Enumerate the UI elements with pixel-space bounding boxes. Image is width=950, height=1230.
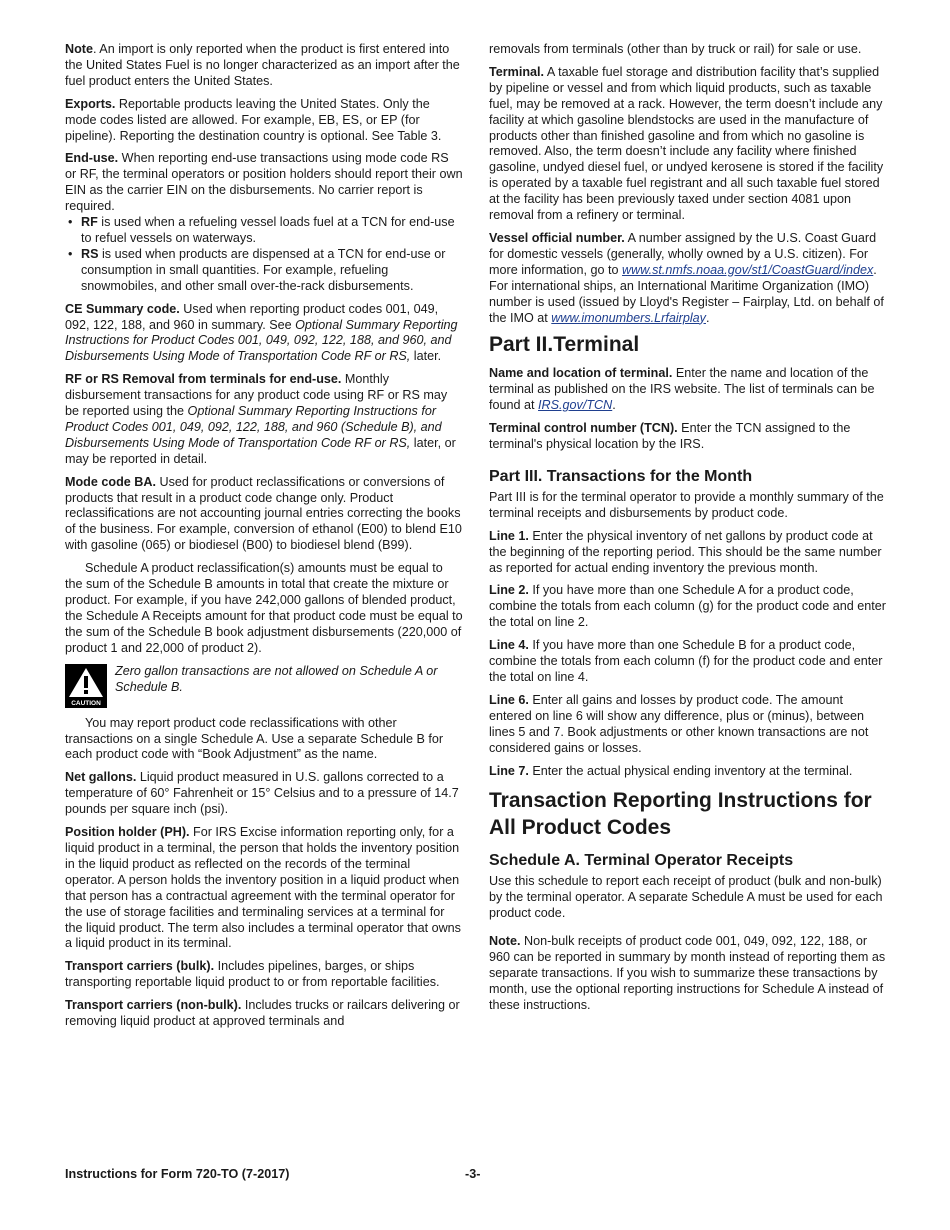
vessel-number-paragraph: Vessel official number. A number assigned by the U.S. Coast Guard for domestic vessels (generally, wholly owned by a U.S. citizen). For more information, go to www.st.nmfs.noaa.gov/st1/CoastGuard/index. For international ships, an International Maritime Organization (IMO) number is used (issued by Lloyd's Register – Fairplay, Ltd. on behalf of the IMO at www.imonumbers.Lrfairplay.: [489, 230, 884, 325]
noaa-link[interactable]: www.st.nmfs.noaa.gov/st1/CoastGuard/index: [622, 262, 874, 277]
right-column: [489, 42, 887, 1021]
end-use-paragraph: End-use. When reporting end-use transactions using mode code RS or RF, the terminal operators or position holders should report their own EIN as the carrier EIN on the disbursements. No carrier report is required.: [65, 151, 463, 214]
line-6-paragraph: Line 6. Enter all gains and losses by product code. The amount entered on line 6 will show any difference, plus or (minus), between lines 5 and 7. Book adjustments or other known transactions are not considered gains or losses.: [489, 692, 869, 755]
note-nonbulk-paragraph: Note. Non-bulk receipts of product code 001, 049, 092, 122, 188, or 960 can be reported in summary by month instead of reporting them as separate transactions. If you wish to summarize these transactions by month, use the optional reporting instructions for Schedule A instead of these instructions.: [489, 934, 886, 1012]
continuation-paragraph: removals from terminals (other than by truck or rail) for sale or use.: [489, 42, 862, 56]
end-use-bullets: [65, 215, 463, 295]
part-ii-heading: Part II.Terminal: [489, 333, 640, 357]
tcn-paragraph: Terminal control number (TCN). Enter the TCN assigned to the terminal's physical location by the IRS.: [489, 421, 851, 452]
note-import-paragraph: Note. An import is only reported when the product is first entered into the United States Fuel is no longer characterized as an import after the fuel product enters the United States.: [65, 42, 460, 88]
part-iii-intro: Part III is for the terminal operator to provide a monthly summary of the terminal receipts and disbursements by product code.: [489, 489, 884, 520]
line-4-paragraph: Line 4. If you have more than one Schedule B for a product code, combine the totals from each column (f) for the product code and enter the total on line 4.: [489, 638, 883, 684]
transaction-reporting-heading: Transaction Reporting Instructions for All Product Codes: [489, 789, 872, 840]
name-location-paragraph: Name and location of terminal. Enter the name and location of the terminal as published on the IRS website. The list of terminals can be found at IRS.gov/TCN.: [489, 366, 875, 413]
part-iii-heading: Part III. Transactions for the Month: [489, 467, 753, 485]
line-1-paragraph: Line 1. Enter the physical inventory of net gallons by product code at the beginning of the reporting period. This should be the same number as reported for actual ending inventory the previous month.: [489, 528, 882, 575]
line-2-paragraph: Line 2. If you have more than one Schedule A for a product code, combine the totals from each column (g) for the product code and enter the total on line 2.: [489, 583, 886, 630]
schedule-a-reclass-paragraph: Schedule A product reclassification(s) amounts must be equal to the sum of the Schedule B amounts in total that create the mixture or product. For example, if you have 242,000 gallons of blended product, the Schedule A Receipts amount for that product code must be equal to the sum of the Schedule B book adjustment disbursements (220,000 of product 1 and 22,000 of product 2).: [65, 561, 463, 655]
imonumbers-link[interactable]: www.imonumbers.Lrfairplay: [551, 310, 706, 325]
position-holder-paragraph: Position holder (PH). For IRS Excise information reporting only, for a liquid product in a terminal, the person that holds the inventory position in the liquid product as reflected on the records of the terminal operator. A person holds the inventory position in a liquid product when that person has a contractual agreement with the terminal operator for the use of storage facilities and terminaling services at a terminal for the liquid product. The term also includes a terminal operator that owns a liquid product in its terminal.: [65, 825, 461, 951]
exports-paragraph: Exports. Reportable products leaving the United States. Only the mode codes listed are allowed. For example, EB, ES, or EP (for pipeline). Reporting the destination country is optional. See Table 3.: [65, 96, 442, 143]
mode-code-ba-paragraph: Mode code BA. Used for product reclassifications or conversions of products that result in a product code change only. Product reclassifications are not accounting journal entries correcting the books of the business. For example, conversion of ethanol (E00) to blend E10 with gasoline (065) or biodiesel (B00) to biodiesel blend (B99).: [65, 474, 462, 553]
schedule-a-intro: Use this schedule to report each receipt of product (bulk and non-bulk) by the terminal operator. A separate Schedule A must be used for each product code.: [489, 874, 883, 921]
transport-nonbulk-paragraph: Transport carriers (non-bulk). Includes trucks or railcars delivering or removing liquid product at approved terminals and: [65, 998, 460, 1029]
net-gallons-paragraph: Net gallons. Liquid product measured in U.S. gallons corrected to a temperature of 60° Fahrenheit or 15° Celsius and to a pressure of 14.7 pounds per square inch (psi).: [65, 770, 459, 817]
list-item: • RS is used when products are dispensed at a TCN for end-use or consumption in small quantities. For example, refueling snowmobiles, and other small over-the-rack disbursements.: [65, 247, 463, 295]
caution-icon: [65, 664, 107, 708]
caution-label: CAUTION: [71, 699, 101, 707]
schedule-a-heading: Schedule A. Terminal Operator Receipts: [489, 852, 794, 870]
line-7-paragraph: Line 7. Enter the actual physical ending inventory at the terminal.: [489, 763, 853, 778]
irs-tcn-link[interactable]: IRS.gov/TCN: [538, 398, 613, 413]
ce-summary-paragraph: CE Summary code. Used when reporting product codes 001, 049, 092, 122, 188, and 960 in summary. See Optional Summary Reporting Instructions for Product Codes 001, 049, 092, 122, 188, and 960, and Disbursements Using Mode of Transportation Code RF or RS, later.: [65, 301, 458, 364]
rf-rs-removal-paragraph: RF or RS Removal from terminals for end-use. Monthly disbursement transactions for any product code using RF or RS may be reported using the Optional Summary Reporting Instructions for Product Codes 001, 049, 092, 122, 188, and 960 (Schedule B), and Disbursements Using Mode of Transportation Code RF or RS, later, or may be reported in detail.: [65, 372, 456, 466]
reclass-single-schedule-paragraph: You may report product code reclassifications with other transactions on a single Schedule A. Use a separate Schedule B for each product code with “Book Adjustment” as the name.: [65, 715, 444, 762]
footer-title: Instructions for Form 720-TO (7-2017): [65, 1167, 290, 1181]
page-number: -3-: [465, 1167, 481, 1181]
left-column: [65, 42, 463, 1037]
list-item: • RF is used when a refueling vessel loads fuel at a TCN for end-use to refuel vessels on waterways.: [65, 215, 463, 247]
caution-note: [65, 664, 463, 708]
transport-bulk-paragraph: Transport carriers (bulk). Includes pipelines, barges, or ships transporting reportable liquid product to or from reportable facilities.: [65, 959, 440, 990]
terminal-definition-paragraph: Terminal. A taxable fuel storage and distribution facility that’s supplied by pipeline or vessel and from which liquid products, such as taxable fuel, may be removed at a rack. However, the term doesn’t include any facility at which gasoline blendstocks are used in the manufacture of products other than finished gasoline and from which no gasoline is removed. Also, the term doesn’t include any facility where finished gasoline, undyed diesel fuel, or undyed kerosene is stored if the facility is operated by a taxable fuel registrant and all such taxable fuel stored at the facility has been previously taxed under section 4081 upon removal from a refinery or terminal.: [489, 64, 884, 223]
caution-text: Zero gallon transactions are not allowed on Schedule A or Schedule B.: [115, 663, 438, 694]
